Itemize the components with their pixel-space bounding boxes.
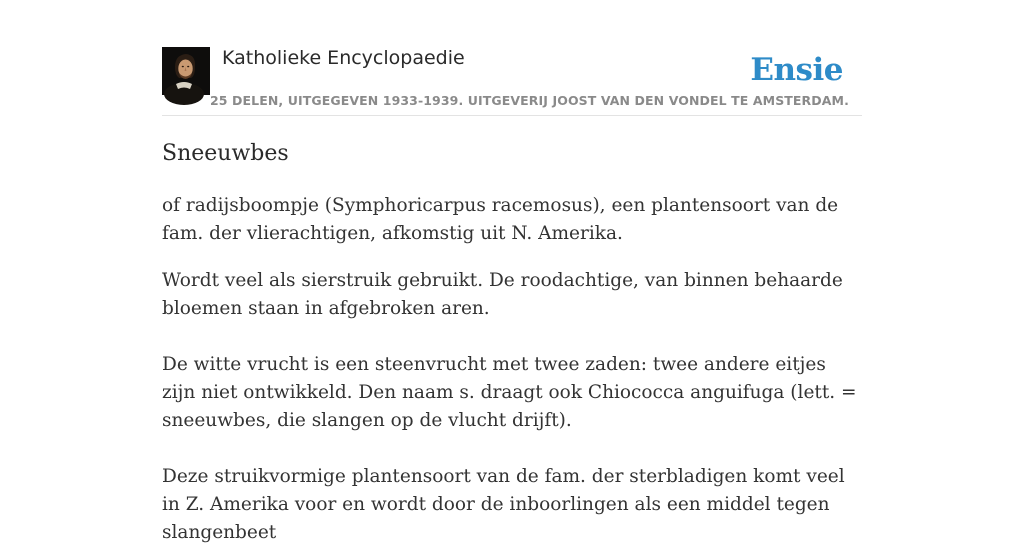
article [162,137,862,547]
article-paragraph: De witte vrucht is een steenvrucht met twee zaden: twee andere eitjes zijn niet ontwikkeld. Den naam s. draagt ook Chiococca anguifuga (lett. = sneeuwbes, die slangen op de vlucht drijft). [162,354,857,431]
ensie-logo-link[interactable]: Ensie [750,52,843,88]
publication-title[interactable]: Katholieke Encyclopaedie [222,47,465,69]
article-title: Sneeuwbes [162,141,289,166]
portrait-avatar-icon[interactable] [162,47,210,95]
article-paragraph: Wordt veel als sierstruik gebruikt. De roodachtige, van binnen behaarde bloemen staan in afgebroken aren. [162,270,843,319]
publication-header [162,46,862,116]
publication-subtitle: 25 DELEN, UITGEGEVEN 1933-1939. UITGEVERIJ JOOST VAN DEN VONDEL TE AMSTERDAM. [210,93,849,108]
article-paragraph: Deze struikvormige plantensoort van de fam. der sterbladigen komt veel in Z. Amerika voor en wordt door de inboorlingen als een middel tegen slangenbeet [162,466,845,543]
article-paragraph: of radijsboompje (Symphoricarpus racemosus), een plantensoort van de fam. der vlierachtigen, afkomstig uit N. Amerika. [162,195,839,244]
